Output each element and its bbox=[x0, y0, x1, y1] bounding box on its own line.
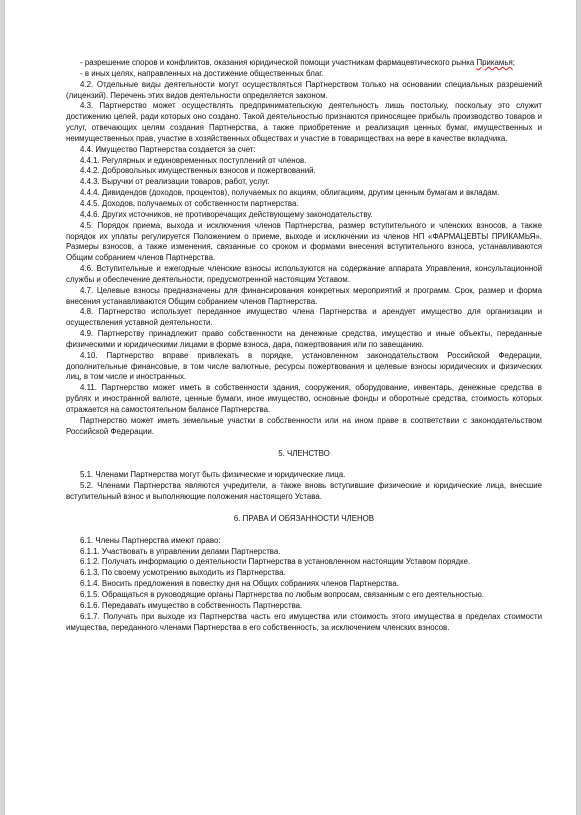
paragraph: Партнерство может иметь земельные участки в собственности или на ином праве в соответствии с законодательством Российской Федерации. bbox=[66, 415, 542, 436]
paragraph: - в иных целях, направленных на достижение общественных благ. bbox=[80, 68, 324, 78]
spellcheck-word: Прикамья bbox=[476, 58, 513, 67]
paragraph: 4.7. Целевые взносы предназначены для финансирования конкретных мероприятий и программ. Срок, размер и форма внесения устанавливаются Общим собранием членов Партнерства. bbox=[66, 285, 542, 306]
paragraph: 4.4.1. Регулярных и единовременных поступлений от членов. bbox=[80, 155, 307, 165]
paragraph: 6.1. Члены Партнерства имеют право: bbox=[80, 535, 221, 545]
paragraph: 5.1. Членами Партнерства могут быть физические и юридические лица. bbox=[80, 470, 346, 480]
section-heading: 6. ПРАВА И ОБЯЗАННОСТИ ЧЛЕНОВ bbox=[233, 513, 375, 523]
paragraph: - разрешение споров и конфликтов, оказания юридической помощи участникам фармацевтического рынка Прикамья; bbox=[80, 58, 515, 67]
section-heading: 5. ЧЛЕНСТВО bbox=[278, 448, 330, 458]
spacer bbox=[66, 459, 542, 470]
paragraph: 6.1.1. Участвовать в управлении делами Партнерства. bbox=[80, 546, 281, 556]
paragraph: 4.2. Отдельные виды деятельности могут осуществляться Партнерством только на основании специальных разрешений (лицензий). Перечень этих видов деятельности определяется законом. bbox=[66, 79, 542, 100]
document-page bbox=[4, 0, 577, 815]
paragraph: 4.4. Имущество Партнерства создается за счет: bbox=[80, 144, 256, 154]
paragraph: 6.1.7. Получать при выходе из Партнерства часть его имущества или стоимость этого имущества в пределах стоимости имущества, переданного членами Партнерства в его собственность, за исключением членских взносов. bbox=[66, 611, 542, 632]
paragraph: 4.4.3. Выручки от реализации товаров, работ, услуг. bbox=[80, 177, 270, 187]
paragraph: 4.10. Партнерство вправе привлекать в порядке, установленном законодательством Российской Федерации, дополнительные финансовые, в том числе валютные, ресурсы пожертвования и целевые взносы юридических и физических лиц, в том числе и иностранных. bbox=[66, 350, 542, 382]
paragraph: 6.1.6. Передавать имущество в собственность Партнерства. bbox=[80, 600, 303, 610]
paragraph: 4.4.4. Дивидендов (доходов, процентов), получаемых по акциям, облигациям, другим ценным бумагам и вкладам. bbox=[80, 188, 500, 198]
paragraph: 4.4.5. Доходов, получаемых от собственности партнерства. bbox=[80, 198, 299, 208]
paragraph: 4.11. Партнерство может иметь в собственности здания, сооружения, оборудование, инвентарь, денежные средства в рублях и иностранной валюте, ценные бумаги, иное имущество, основные фонды и оборотные средства, стоимость которых отражается на самостоятельном балансе Партнерства. bbox=[66, 383, 542, 414]
paragraph: 5.2. Членами Партнерства являются учредители, а также вновь вступившие физические и юридические лица, внесшие вступительный взнос и выполняющие положения настоящего Устава. bbox=[66, 481, 542, 502]
paragraph: 4.6. Вступительные и ежегодные членские взносы используются на содержание аппарата Управления, консультационной службы и обеспечение деятельности, предусмотренной настоящим Уставом. bbox=[66, 264, 542, 284]
spacer bbox=[66, 438, 542, 449]
paragraph: 4.4.2. Добровольных имущественных взносов и пожертвований. bbox=[80, 166, 316, 176]
paragraph: 4.3. Партнерство может осуществлять предпринимательскую деятельность лишь постольку, поскольку это служит достижению целей, ради которых оно создано. Такой деятельностью признаются приносящее прибыль производство товаров и услуг, отвечающих целям создания Партнерства, а также приобретение и реализация ценных бумаг, имущественных и неимущественных прав, участие в хозяйственных обществах и участие в товариществах на вере в качестве вкладчика. bbox=[66, 101, 542, 143]
paragraph: 4.4.6. Других источников, не противоречащих действующему законодательству. bbox=[80, 209, 373, 219]
paragraph: 4.9. Партнерству принадлежит право собственности на денежные средства, имущество и иные объекты, переданные физическими и юридическими лицами в форме взноса, дара, пожертвования или по завещанию. bbox=[66, 329, 542, 349]
spacer bbox=[66, 525, 542, 536]
paragraph: 6.1.4. Вносить предложения в повестку дня на Общих собраниях членов Партнерства. bbox=[80, 579, 399, 589]
paragraph: 6.1.2. Получать информацию о деятельности Партнерства в установленном настоящим Уставом порядке. bbox=[80, 557, 471, 567]
paragraph: 4.5. Порядок приема, выхода и исключения членов Партнерства, размер вступительного и членских взносов, а также порядок их уплаты регулируется Положением о приеме, выходе и исключении из членов НП «ФАРМАЦЕВТЫ ПРИКАМЬЯ». Размеры взносов, а также изменения, связанные со сроком и формами внесения вступительного взноса, устанавливаются Общим собранием членов Партнерства. bbox=[66, 220, 542, 263]
document-body bbox=[66, 58, 542, 633]
paragraph: 4.8. Партнерство использует переданное имущество члена Партнерства и арендует имущество для организации и осуществления уставной деятельности. bbox=[66, 307, 542, 328]
paragraph: 6.1.5. Обращаться в руководящие органы Партнерства по любым вопросам, связанным с его деятельностью. bbox=[80, 589, 484, 599]
paragraph: 6.1.3. По своему усмотрению выходить из Партнерства. bbox=[80, 568, 286, 578]
spacer bbox=[66, 503, 542, 514]
